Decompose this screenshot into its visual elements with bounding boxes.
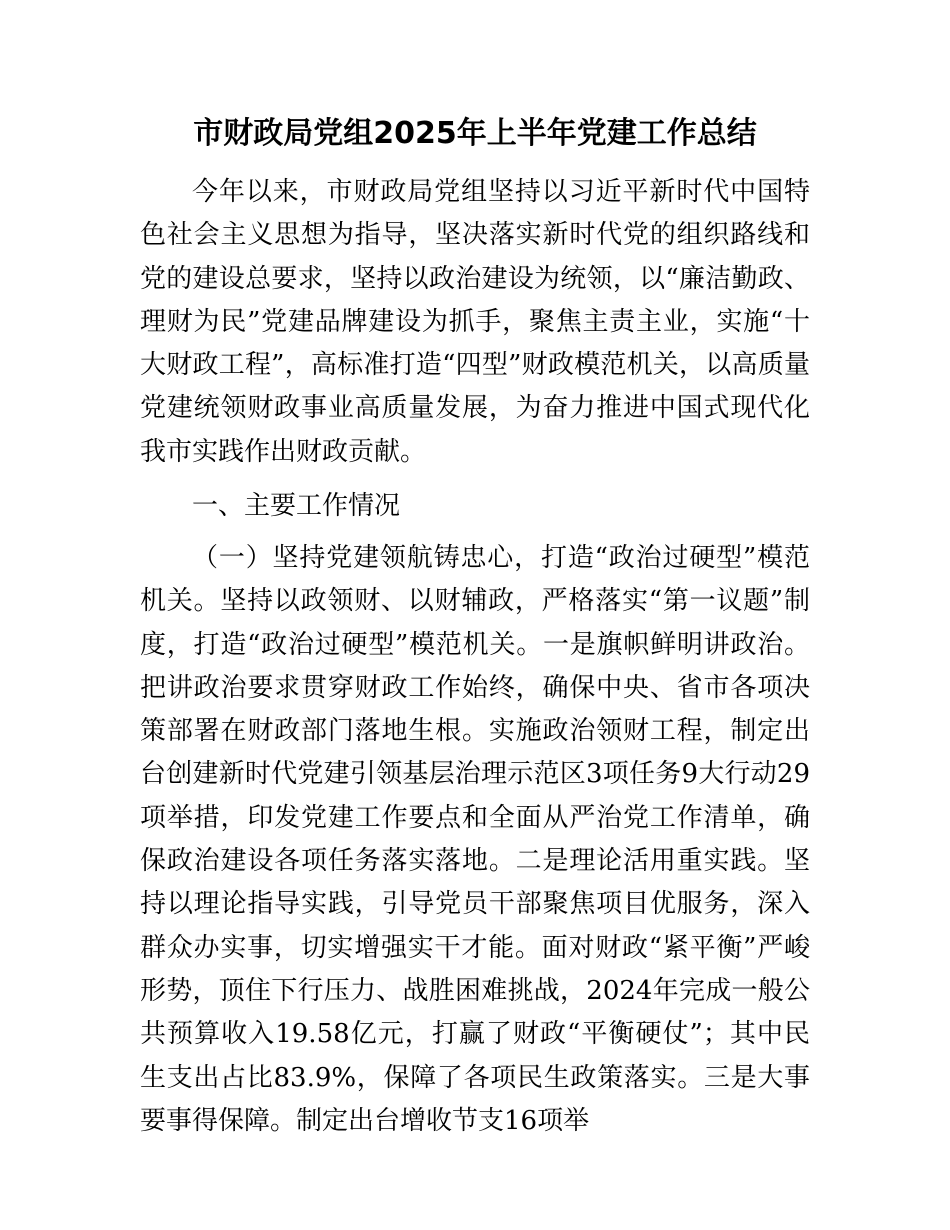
section-heading: 一、主要工作情况: [192, 491, 401, 521]
document-title: 市财政局党组2025年上半年党建工作总结: [193, 116, 757, 151]
subsection-paragraph: （一）坚持党建领航铸忠心，打造“政治过硬型”模范机关。坚持以政领财、以财辅政，严格落实“第一议题”制度，打造“政治过硬型”模范机关。一是旗帜鲜明讲政治。把讲政治要求贯穿财政工作始终，确保中央、省市各项决策部署在财政部门落地生根。实施政治领财工程，制定出台创建新时代党建引领基层治理示范区3项任务9大行动29项举措，印发党建工作要点和全面从严治党工作清单，确保政治建设各项任务落实落地。二是理论活用重实践。坚持以理论指导实践，引导党员干部聚焦项目优服务，深入群众办实事，切实增强实干才能。面对财政“紧平衡”严峻形势，顶住下行压力、战胜困难挑战，2024年完成一般公共预算收入19.58亿元，打赢了财政“平衡硬仗”；其中民生支出占比83.9%，保障了各项民生政策落实。三是大事要事得保障。制定出台增收节支16项举: [140, 543, 810, 1136]
intro-paragraph: 今年以来，市财政局党组坚持以习近平新时代中国特色社会主义思想为指导，坚决落实新时代党的组织路线和党的建设总要求，坚持以政治建设为统领，以“廉洁勤政、理财为民”党建品牌建设为抓手，聚焦主责主业，实施“十大财政工程”，高标准打造“四型”财政模范机关，以高质量党建统领财政事业高质量发展，为奋力推进中国式现代化我市实践作出财政贡献。: [140, 177, 810, 467]
